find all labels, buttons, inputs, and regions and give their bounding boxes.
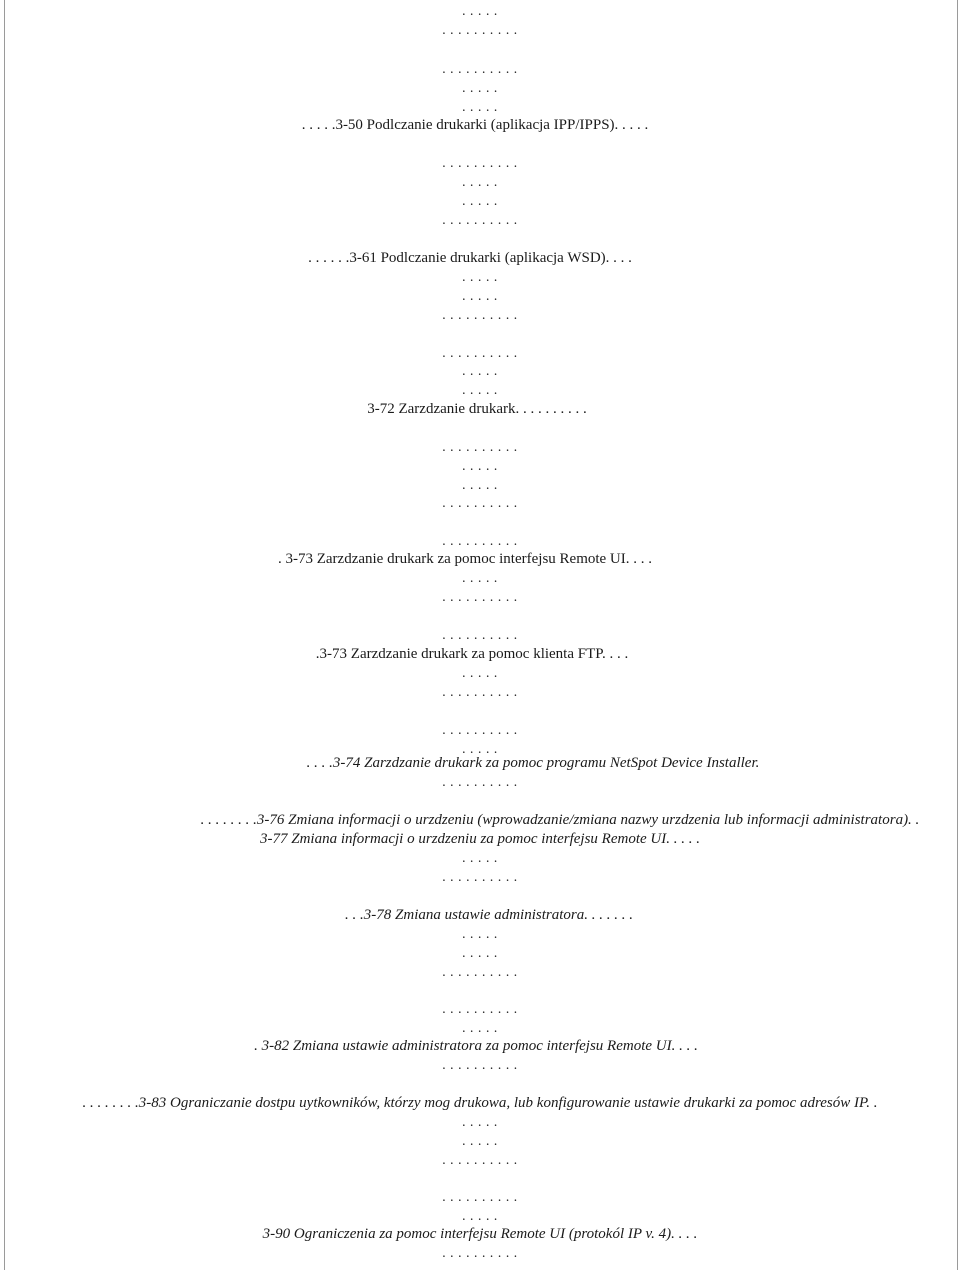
dot-leader-line: . . . . . . . . . . xyxy=(442,439,518,454)
toc-entry: .3-73 Zarzdzanie drukark za pomoc klienta FTP. . . . xyxy=(315,646,629,662)
toc-entry: 3-72 Zarzdzanie drukark. . . . . . . . . . xyxy=(367,401,587,417)
dot-leader-line: . . . . . xyxy=(462,926,498,941)
dot-leader-line: . . . . . xyxy=(462,1020,498,1035)
dot-leader-line: . . . . . . . . . . xyxy=(442,1189,518,1204)
toc-entry: . 3-82 Zmiana ustawie administratora za pomoc interfejsu Remote UI. . . . xyxy=(254,1038,698,1054)
dot-leader-line: . . . . . xyxy=(462,1208,498,1223)
dot-leader-line: . . . . . xyxy=(462,850,498,865)
dot-leader-line: . . . . . xyxy=(462,945,498,960)
toc-entry: . . . . . .3-61 Podlczanie drukarki (aplikacja WSD). . . . xyxy=(308,250,632,266)
toc-entry: . . .3-78 Zmiana ustawie administratora. . . . . . . xyxy=(345,907,633,923)
dot-leader-line: . . . . . xyxy=(462,193,498,208)
dot-leader-line: . . . . . xyxy=(462,382,498,397)
toc-entry: . . . . . . . .3-76 Zmiana informacji o urzdzeniu (wprowadzanie/zmiana nazwy urzdzenia lub informacji administratora). . xyxy=(200,812,920,828)
dot-leader-line: . . . . . . . . . . xyxy=(442,22,518,37)
dot-leader-line: . . . . . xyxy=(462,269,498,284)
dot-leader-line: . . . . . . . . . . xyxy=(442,1057,518,1072)
dot-leader-line: . . . . . . . . . . xyxy=(442,722,518,737)
dot-leader-line: . . . . . . . . . . xyxy=(442,964,518,979)
dot-leader-line: . . . . . xyxy=(462,477,498,492)
toc-entry: 3-90 Ograniczenia za pomoc interfejsu Remote UI (protokól IP v. 4). . . . xyxy=(262,1226,698,1242)
dot-leader-line: . . . . . xyxy=(462,741,498,756)
dot-leader-line: . . . . . xyxy=(462,99,498,114)
dot-leader-line: . . . . . . . . . . xyxy=(442,774,518,789)
dot-leader-line: . . . . . xyxy=(462,363,498,378)
dot-leader-line: . . . . . . . . . . xyxy=(442,684,518,699)
dot-leader-line: . . . . . xyxy=(462,3,498,18)
dot-leader-line: . . . . . . . . . . xyxy=(442,61,518,76)
dot-leader-line: . . . . . . . . . . xyxy=(442,495,518,510)
dot-leader-line: . . . . . . . . . . xyxy=(442,869,518,884)
dot-leader-line: . . . . . . . . . . xyxy=(442,533,518,548)
dot-leader-line: . . . . . xyxy=(462,174,498,189)
toc-entry: 3-77 Zmiana informacji o urzdzeniu za pomoc interfejsu Remote UI. . . . . xyxy=(260,831,700,847)
dot-leader-line: . . . . . . . . . . xyxy=(442,155,518,170)
dot-leader-line: . . . . . xyxy=(462,80,498,95)
dot-leader-line: . . . . . . . . . . xyxy=(442,307,518,322)
dot-leader-line: . . . . . xyxy=(462,665,498,680)
dot-leader-line: . . . . . . . . . . xyxy=(442,1001,518,1016)
dot-leader-line: . . . . . xyxy=(462,458,498,473)
dot-leader-line: . . . . . . . . . . xyxy=(442,345,518,360)
dot-leader-line: . . . . . . . . . . xyxy=(442,589,518,604)
toc-entry: . . . . .3-50 Podlczanie drukarki (aplikacja IPP/IPPS). . . . . xyxy=(301,117,649,133)
dot-leader-line: . . . . . xyxy=(462,288,498,303)
dot-leader-line: . . . . . xyxy=(462,1114,498,1129)
toc-entry: . 3-73 Zarzdzanie drukark za pomoc interfejsu Remote UI. . . . xyxy=(277,551,653,567)
dot-leader-line: . . . . . xyxy=(462,1133,498,1148)
dot-leader-line: . . . . . xyxy=(462,570,498,585)
dot-leader-line: . . . . . . . . . . xyxy=(442,1245,518,1260)
dot-leader-line: . . . . . . . . . . xyxy=(442,212,518,227)
dot-leader-line: . . . . . . . . . . xyxy=(442,1152,518,1167)
toc-entry: . . . .3-74 Zarzdzanie drukark za pomoc programu NetSpot Device Installer. xyxy=(306,755,760,771)
dot-leader-line: . . . . . . . . . . xyxy=(442,627,518,642)
toc-entry: . . . . . . . .3-83 Ograniczanie dostpu uytkowników, którzy mog drukowa, lub konfigurowanie ustawie drukarki za pomoc adresów IP. . xyxy=(82,1095,878,1111)
